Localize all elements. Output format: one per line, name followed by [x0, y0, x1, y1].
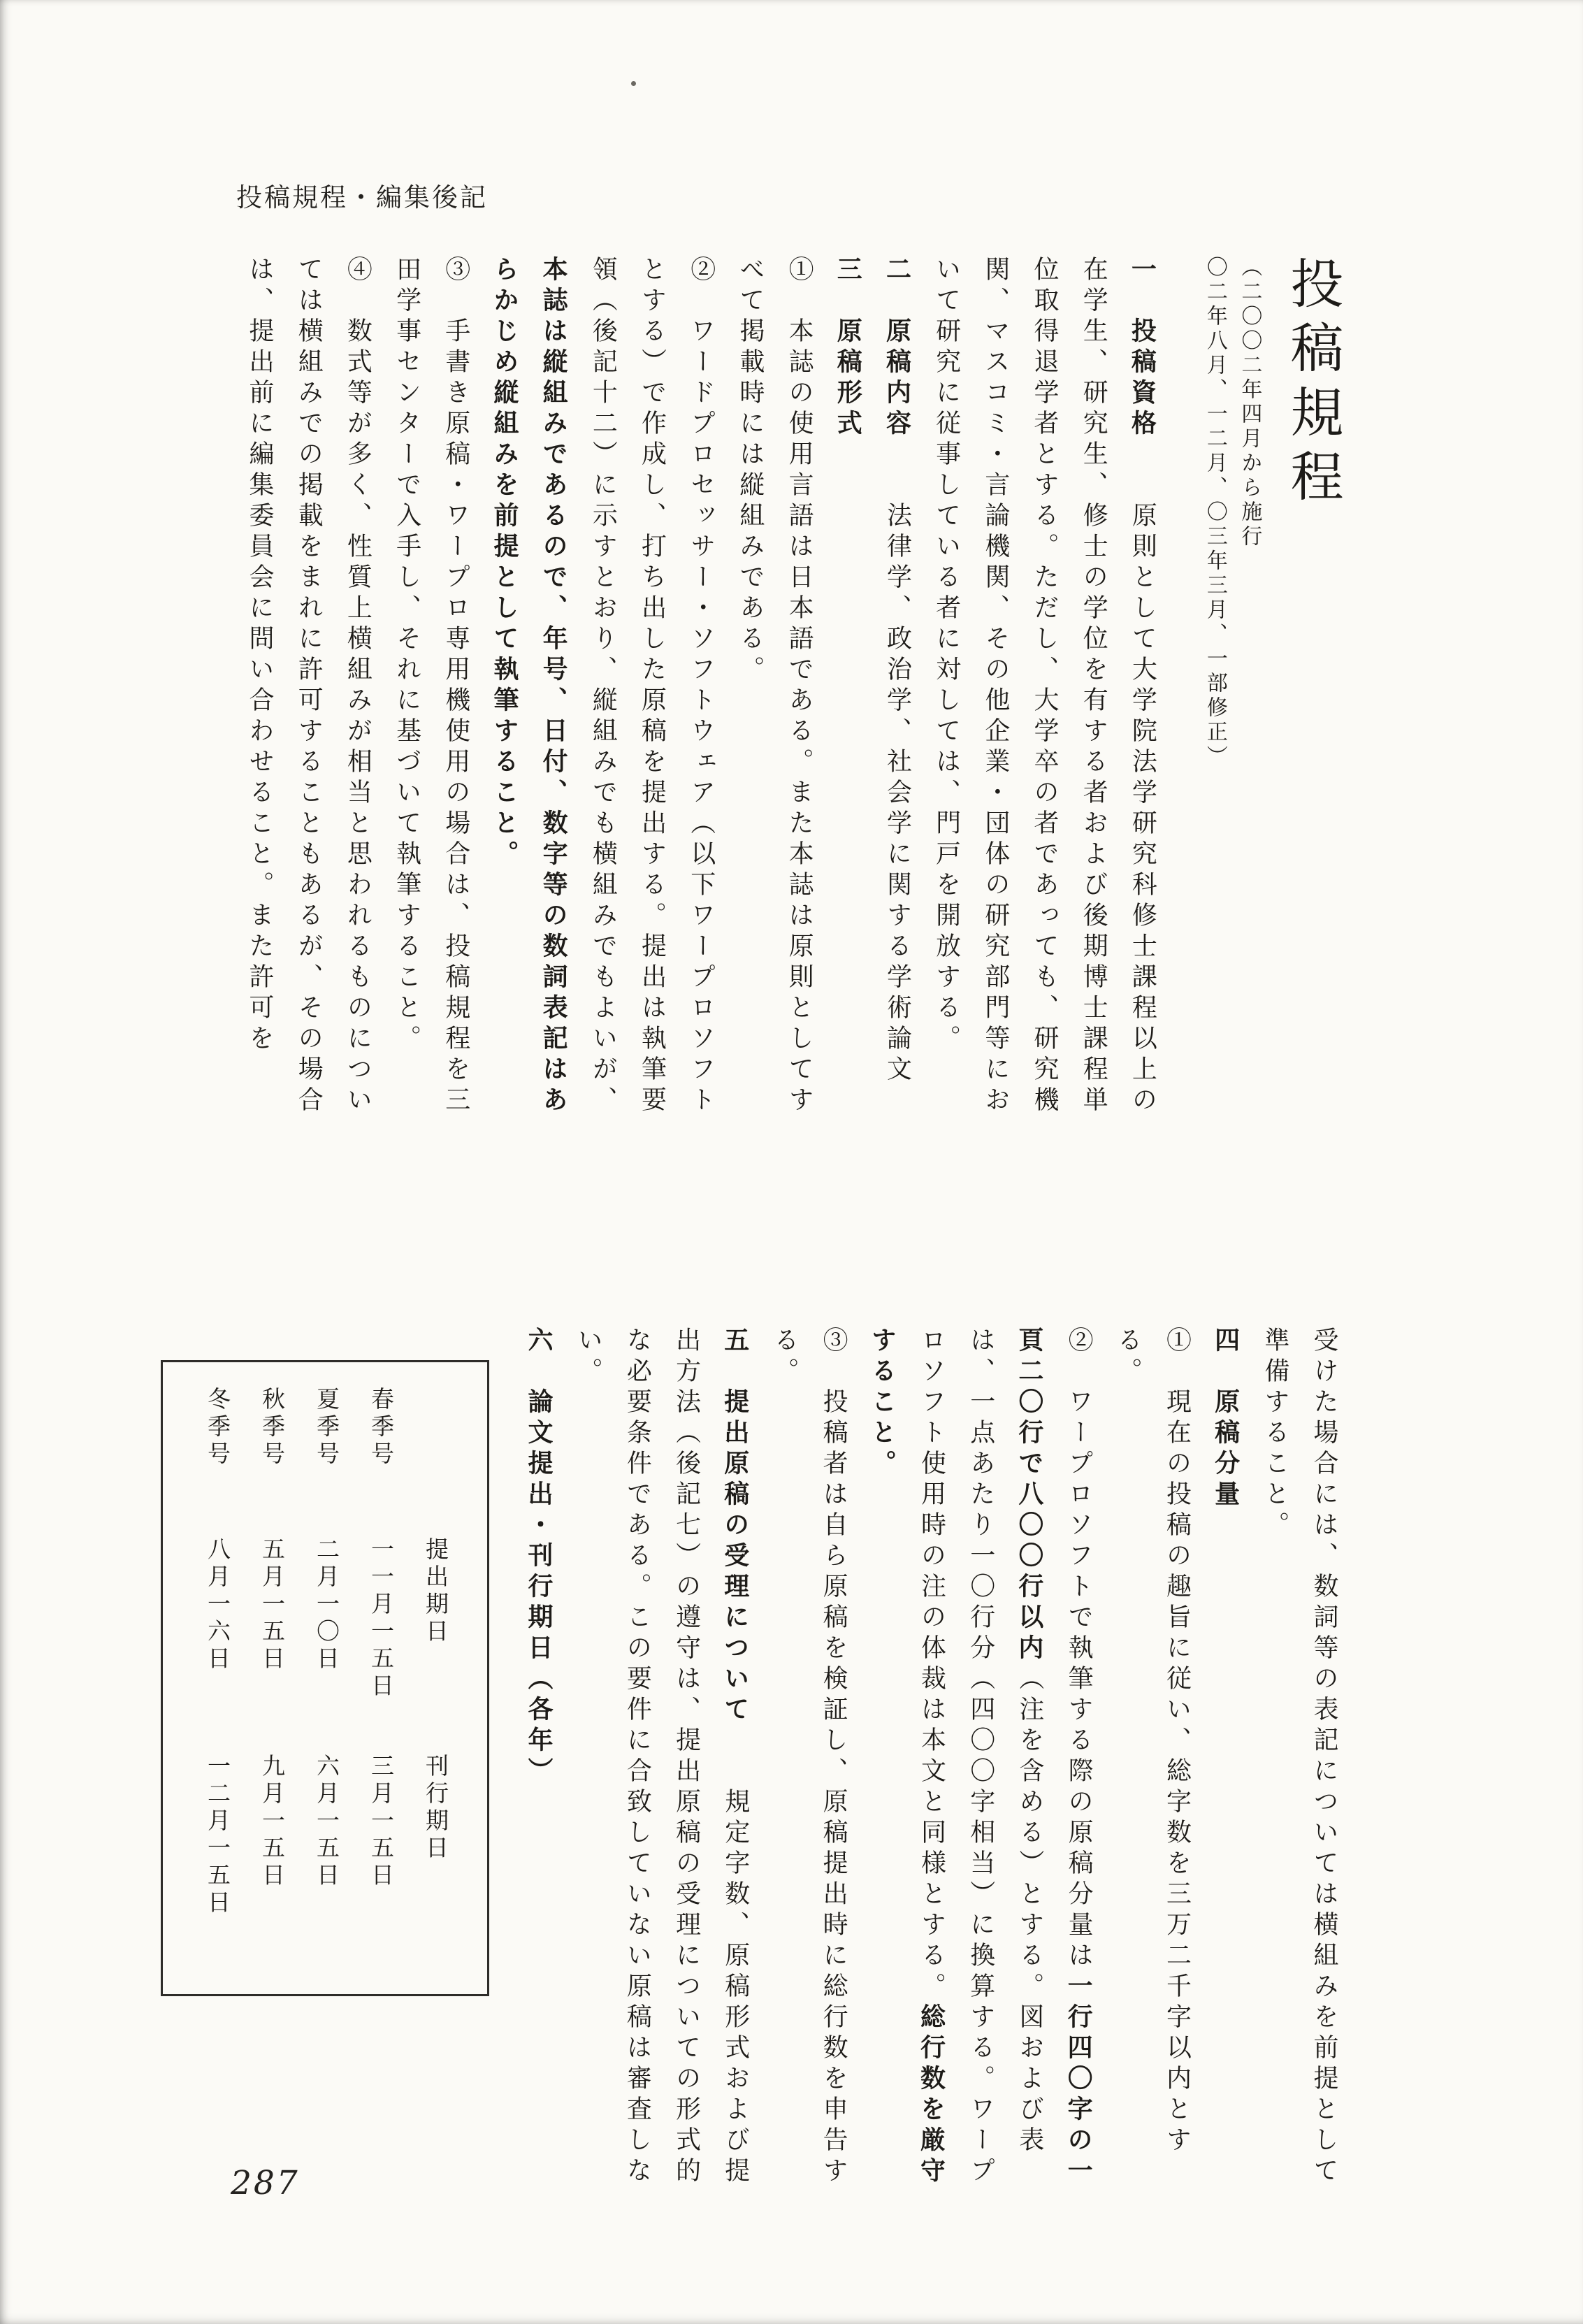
schedule-col-header-submit: 提出期日 [421, 1537, 449, 1646]
section-1-heading: 一 投稿資格 [1127, 256, 1157, 440]
schedule-header-column [408, 1387, 463, 1970]
section-4-item-2-text-a: ② ワープロソフトで執筆する際の原稿分量は [1064, 1327, 1094, 1972]
schedule-row-winter-publish: 一二月一五日 [203, 1754, 231, 1917]
section-3-heading: 三 原稿形式 [833, 256, 863, 440]
section-3-item-1 [725, 256, 823, 1129]
section-6-heading: 六 論文提出・刊行期日（各年） [524, 1327, 554, 1788]
section-5-acceptance [563, 1327, 760, 2200]
section-1-body: 原則として大学院法学研究科修士課程以上の在学生、研究生、修士の学位を有する者および後期博士課程単位取得退学者とする。ただし、大学卒の者であっても、研究機関、マスコミ・言論機関、その他企業・団体の研究部門等において研究に従事している者に対しては、門戸を開放する。 [932, 256, 1157, 1117]
scan-speck [631, 81, 636, 86]
section-4-item-2 [858, 1327, 1103, 2200]
schedule-row-autumn-label: 秋季号 [258, 1387, 286, 1468]
schedule-col-header-publish: 刊行期日 [421, 1754, 449, 1863]
running-header: 投稿規程・編集後記 [236, 182, 488, 212]
schedule-row-summer-publish: 六月一五日 [312, 1754, 340, 1890]
schedule-table [161, 1360, 489, 1996]
section-3-item-2-emphasis: 本誌は縦組みであるので、年号、日付、数字等の数詞表記はあらかじめ縦組みを前提として執筆すること。 [489, 256, 569, 1117]
section-3-item-2-text: ② ワードプロセッサー・ソフトウェア（以下ワープロソフトとする）で作成し、打ち出した原稿を提出する。提出は執筆要領（後記十二）に示すとおり、縦組みでも横組みでもよいが、 [588, 256, 716, 1117]
schedule-row-summer-submit: 二月一〇日 [312, 1537, 340, 1673]
schedule-row-winter-submit: 八月一六日 [203, 1537, 231, 1673]
section-6-deadlines [514, 1327, 563, 2200]
section-5-body: 規定字数、原稿形式および提出方法（後記七）の遵守は、提出原稿の受理についての形式的な必要条件である。この要件に合致していない原稿は審査しない。 [574, 1327, 750, 2188]
schedule-row-autumn-submit: 五月一五日 [258, 1537, 286, 1673]
page-number: 287 [231, 2164, 300, 2202]
schedule-row-summer-label: 夏季号 [312, 1387, 340, 1468]
schedule-row-winter-label: 冬季号 [203, 1387, 231, 1468]
schedule-row-summer [299, 1387, 354, 1970]
schedule-row-spring-submit: 一一月一五日 [367, 1537, 395, 1701]
section-4-item-3 [760, 1327, 858, 2200]
section-3-item-4-continuation-text: 受けた場合には、数詞等の表記については横組みを前提として準備すること。 [1260, 1327, 1338, 2188]
section-2-content [872, 256, 921, 1129]
section-4-item-2-text-b: （注を含める）とする。図および表は、一点あたり一〇行分（四〇〇字相当）に換算する。ワープロソフト使用時の注の体裁は本文と同様とする。 [917, 1327, 1044, 2188]
title-note-line-1: （二〇〇二年四月から施行 [1237, 256, 1262, 549]
document-title: 投稿規程 [1282, 256, 1344, 513]
section-4-heading: 四 原稿分量 [1210, 1327, 1241, 1511]
section-3-format [823, 256, 872, 1129]
section-4-item-2-emphasis-2: 総行数を厳守すること。 [867, 1327, 946, 2188]
rules-upper-band [139, 256, 1348, 1129]
section-3-item-4-text: ④ 数式等が多く、性質上横組みが相当と思われるものについては横組みでの掲載をまれに許可することもあるが、その場合は、提出前に編集委員会に問い合わせること。また許可を [245, 256, 373, 1117]
schedule-row-winter [190, 1387, 245, 1970]
title-block [1197, 256, 1348, 1129]
section-3-item-3 [382, 256, 479, 1129]
schedule-row-autumn [245, 1387, 299, 1970]
section-5-heading: 五 提出原稿の受理について [720, 1327, 750, 1726]
section-4-item-2-emphasis-1: 一行四〇字の一頁二〇行で八〇〇行以内 [1014, 1327, 1094, 2188]
section-4-item-3-text: ③ 投稿者は自ら原稿を検証し、原稿提出時に総行数を申告する。 [769, 1327, 848, 2188]
section-4-item-1 [1103, 1327, 1201, 2200]
schedule-row-autumn-publish: 九月一五日 [258, 1754, 286, 1890]
section-2-body: 法律学、政治学、社会学に関する学術論文 [883, 440, 912, 1086]
title-enactment-note [1197, 256, 1266, 1129]
section-3-item-1-text: ① 本誌の使用言語は日本語である。また本誌は原則としてすべて掲載時には縦組みである。 [735, 256, 814, 1117]
section-4-volume [1201, 1327, 1250, 2200]
section-1-qualification [921, 256, 1166, 1129]
schedule-row-spring-publish: 三月一五日 [367, 1754, 395, 1890]
schedule-row-spring [354, 1387, 408, 1970]
section-3-item-3-text: ③ 手書き原稿・ワープロ専用機使用の場合は、投稿規程を三田学事センターで入手し、それに基づいて執筆すること。 [392, 256, 470, 1117]
section-3-item-2 [480, 256, 725, 1129]
section-2-heading: 二 原稿内容 [882, 256, 912, 440]
rules-lower-band [139, 1327, 1348, 2200]
schedule-row-spring-label: 春季号 [367, 1387, 395, 1468]
section-3-item-4-continuation [1250, 1327, 1348, 2200]
title-note-line-2: 〇二年八月、一二月、〇三年三月、一部修正） [1202, 256, 1227, 770]
section-4-item-1-text: ① 現在の投稿の趣旨に従い、総字数を三万二千字以内とする。 [1113, 1327, 1192, 2157]
section-3-item-4 [235, 256, 382, 1129]
